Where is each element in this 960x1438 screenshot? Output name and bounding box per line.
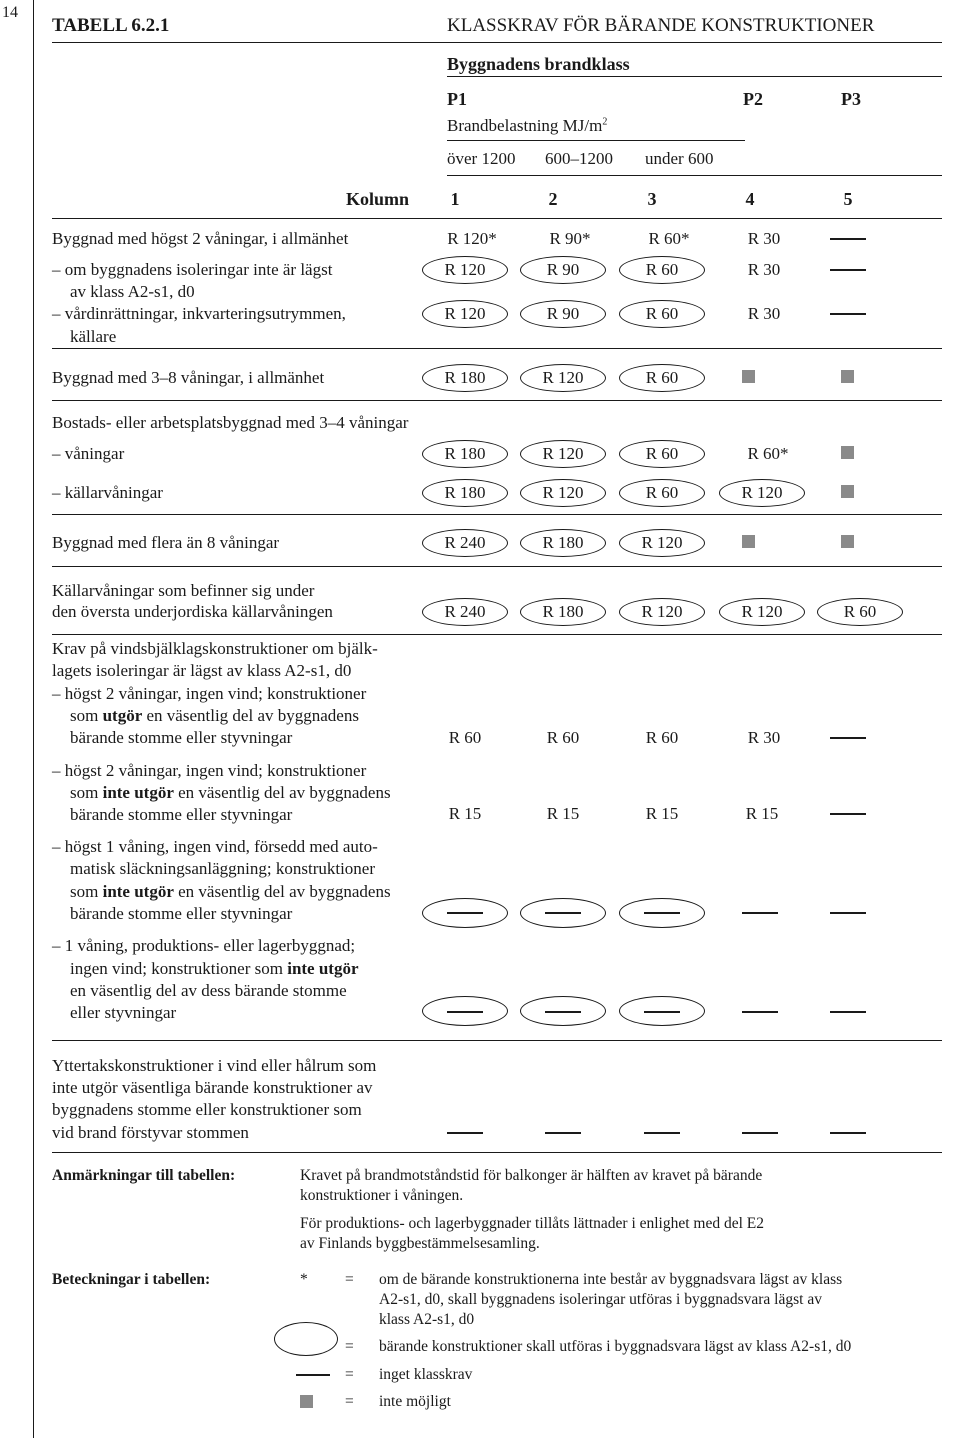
table-cell: R 60 — [645, 483, 679, 502]
no-requirement-dash — [830, 313, 866, 315]
load-range-2: 600–1200 — [545, 149, 613, 168]
row-label-cont: den översta underjordiska källarvåningen — [52, 602, 333, 621]
class-p2: P2 — [743, 89, 763, 109]
table-cell: R 120 — [641, 602, 683, 621]
no-requirement-dash — [545, 1132, 581, 1134]
row-label-cont: källare — [70, 327, 117, 346]
row-label-cont — [70, 705, 359, 726]
table-cell: R 180 — [542, 533, 584, 552]
no-requirement-dash — [644, 912, 680, 914]
note-text: Kravet på brandmotståndstid för balkonger är hälften av kravet på bärande — [300, 1167, 763, 1184]
text-span: som — [70, 882, 103, 901]
row-label-cont: inte utgör väsentliga bärande konstruktioner av — [52, 1078, 373, 1097]
table-cell: R 15 — [745, 804, 779, 823]
no-requirement-dash — [742, 1132, 778, 1134]
text-span: en väsentlig del av byggnadens — [173, 783, 391, 802]
table-cell: R 120* — [447, 229, 497, 248]
emphasis-text: inte utgör — [287, 959, 359, 978]
row-label-cont — [70, 881, 391, 902]
table-cell: R 120 — [542, 368, 584, 387]
row-label-cont: bärande stomme eller styvningar — [70, 904, 293, 923]
table-cell: R 120 — [444, 304, 486, 323]
legend-text: inte möjligt — [379, 1393, 451, 1410]
no-requirement-dash — [830, 737, 866, 739]
table-cell: R 120 — [444, 260, 486, 279]
table-cell: R 90 — [546, 260, 580, 279]
table-cell: R 60 — [645, 368, 679, 387]
table-cell: R 30 — [747, 229, 781, 248]
not-possible-square — [742, 370, 755, 383]
table-cell: R 60 — [645, 260, 679, 279]
row-label: Bostads- eller arbetsplatsbyggnad med 3–4 våningar — [52, 413, 409, 432]
legend-text: klass A2-s1, d0 — [379, 1311, 475, 1328]
column-number-2: 2 — [548, 189, 558, 209]
no-requirement-dash — [830, 813, 866, 815]
row-rule — [52, 634, 942, 635]
row-label: – våningar — [52, 444, 125, 463]
column-header-rule — [52, 218, 942, 219]
row-label: – högst 2 våningar, ingen vind; konstruktioner — [52, 761, 367, 780]
no-requirement-dash — [545, 1011, 581, 1013]
row-label: Byggnad med flera än 8 våningar — [52, 533, 280, 552]
table-cell: R 60 — [843, 602, 877, 621]
row-rule — [52, 566, 942, 567]
legend-equals: = — [345, 1271, 354, 1288]
text-span: som — [70, 783, 103, 802]
page-margin-line — [33, 0, 34, 1438]
row-label: Yttertakskonstruktioner i vind eller hålrum som — [52, 1056, 377, 1075]
row-label-cont: bärande stomme eller styvningar — [70, 805, 293, 824]
page-number: 14 — [2, 4, 18, 21]
no-requirement-dash — [742, 912, 778, 914]
table-cell: R 15 — [645, 804, 679, 823]
not-possible-square — [841, 370, 854, 383]
load-range-3: under 600 — [645, 149, 714, 168]
class-p1: P1 — [447, 89, 467, 109]
table-cell: R 240 — [444, 602, 486, 621]
table-cell: R 240 — [444, 533, 486, 552]
no-requirement-dash — [830, 912, 866, 914]
table-cell: R 60 — [645, 304, 679, 323]
table-cell: R 90 — [546, 304, 580, 323]
row-label-cont — [70, 782, 391, 803]
row-label-cont: byggnadens stomme eller konstruktioner som — [52, 1100, 362, 1119]
brandbelastning-sup: 2 — [602, 116, 608, 128]
column-number-1: 1 — [450, 189, 460, 209]
table-cell: R 180 — [444, 444, 486, 463]
column-number-4: 4 — [745, 189, 755, 209]
legend-equals: = — [345, 1366, 354, 1383]
not-possible-square — [841, 535, 854, 548]
row-rule — [52, 514, 942, 515]
row-label-cont: en väsentlig del av dess bärande stomme — [70, 981, 347, 1000]
no-requirement-dash — [447, 1132, 483, 1134]
row-label: Krav på vindsbjälklagskonstruktioner om bjälk- — [52, 639, 378, 658]
table-cell: R 15 — [448, 804, 482, 823]
row-label: – vårdinrättningar, inkvarteringsutrymmen, — [52, 304, 346, 323]
kolumn-label: Kolumn — [346, 189, 410, 209]
emphasis-text: inte utgör — [102, 882, 174, 901]
table-cell: R 180 — [444, 368, 486, 387]
not-possible-square — [841, 446, 854, 459]
table-cell: R 60* — [747, 444, 789, 463]
not-possible-square — [841, 485, 854, 498]
text-span: som — [70, 706, 103, 725]
legend-text: A2-s1, d0, skall byggnadens isoleringar utföras i byggnadsvara lägst av — [379, 1291, 822, 1308]
table-cell: R 120 — [542, 444, 584, 463]
text-span: ingen vind; konstruktioner som — [70, 959, 288, 978]
legend-star-symbol: * — [300, 1271, 308, 1288]
brandbelastning-rule — [447, 140, 745, 141]
table-cell: R 180 — [444, 483, 486, 502]
table-cell: R 60* — [648, 229, 690, 248]
row-label-cont: vid brand förstyvar stommen — [52, 1123, 249, 1142]
legend-equals: = — [345, 1393, 354, 1410]
emphasis-text: inte utgör — [102, 783, 174, 802]
row-label-cont: matisk släckningsanläggning; konstruktioner — [70, 859, 376, 878]
brandklass-rule — [447, 76, 942, 77]
no-requirement-dash — [644, 1011, 680, 1013]
row-label: Byggnad med 3–8 våningar, i allmänhet — [52, 368, 325, 387]
table-id: TABELL 6.2.1 — [52, 15, 170, 36]
text-span: en väsentlig del av byggnadens — [142, 706, 359, 725]
row-label: – högst 2 våningar, ingen vind; konstruktioner — [52, 684, 367, 703]
row-label: Källarvåningar som befinner sig under — [52, 581, 315, 600]
not-possible-square — [742, 535, 755, 548]
table-cell: R 120 — [542, 483, 584, 502]
legend-text: inget klasskrav — [379, 1366, 473, 1383]
table-cell: R 60 — [645, 728, 679, 747]
legend-oval-symbol — [274, 1322, 338, 1356]
note-text: konstruktioner i våningen. — [300, 1187, 464, 1204]
brandklass-label: Byggnadens brandklass — [447, 54, 630, 74]
legend-square-symbol — [300, 1395, 313, 1408]
no-requirement-dash — [742, 1011, 778, 1013]
row-label-cont: eller styvningar — [70, 1003, 177, 1022]
table-cell: R 30 — [747, 304, 781, 323]
no-requirement-dash — [545, 912, 581, 914]
table-cell: R 120 — [741, 602, 783, 621]
row-rule — [52, 348, 942, 349]
row-label: – 1 våning, produktions- eller lagerbyggnad; — [52, 936, 356, 955]
table-cell: R 30 — [747, 260, 781, 279]
table-cell: R 30 — [747, 728, 781, 747]
row-label-cont: lagets isoleringar är lägst av klass A2-s1, d0 — [52, 661, 352, 680]
header-rule — [52, 42, 942, 43]
table-cell: R 60 — [645, 444, 679, 463]
row-label: – om byggnadens isoleringar inte är lägst — [52, 260, 333, 279]
no-requirement-dash — [830, 1132, 866, 1134]
emphasis-text: utgör — [102, 706, 143, 725]
no-requirement-dash — [447, 912, 483, 914]
row-label: – källarvåningar — [52, 483, 163, 502]
brandbelastning-label — [447, 115, 607, 136]
table-title: KLASSKRAV FÖR BÄRANDE KONSTRUKTIONER — [447, 15, 875, 36]
legend-equals: = — [345, 1338, 354, 1355]
table-cell: R 120 — [741, 483, 783, 502]
note-text: För produktions- och lagerbyggnader tillåts lättnader i enlighet med del E2 — [300, 1215, 765, 1232]
note-text: av Finlands byggbestämmelsesamling. — [300, 1235, 540, 1252]
column-number-5: 5 — [843, 189, 853, 209]
no-requirement-dash — [830, 238, 866, 240]
row-rule — [52, 400, 942, 401]
table-cell: R 60 — [546, 728, 580, 747]
table-cell: R 120 — [641, 533, 683, 552]
class-p3: P3 — [841, 89, 861, 109]
row-label: – högst 1 våning, ingen vind, försedd med auto- — [52, 837, 378, 856]
text-span: en väsentlig del av byggnadens — [173, 882, 391, 901]
table-cell: R 180 — [542, 602, 584, 621]
load-range-rule — [447, 175, 942, 176]
legend-label: Beteckningar i tabellen: — [52, 1271, 211, 1288]
notes-label: Anmärkningar till tabellen: — [52, 1167, 236, 1184]
table-bottom-rule — [52, 1152, 942, 1153]
row-label-cont: bärande stomme eller styvningar — [70, 728, 293, 747]
row-label-cont — [70, 958, 359, 979]
row-label-cont: av klass A2-s1, d0 — [70, 282, 195, 301]
legend-dash-symbol — [296, 1374, 330, 1376]
row-rule — [52, 1040, 942, 1041]
no-requirement-dash — [447, 1011, 483, 1013]
legend-text: om de bärande konstruktionerna inte består av byggnadsvara lägst av klass — [379, 1271, 843, 1288]
table-cell: R 90* — [549, 229, 591, 248]
row-label: Byggnad med högst 2 våningar, i allmänhet — [52, 229, 349, 248]
brandbelastning-text: Brandbelastning MJ/m — [447, 116, 603, 135]
column-number-3: 3 — [647, 189, 657, 209]
no-requirement-dash — [830, 269, 866, 271]
table-cell: R 60 — [448, 728, 482, 747]
no-requirement-dash — [830, 1011, 866, 1013]
legend-text: bärande konstruktioner skall utföras i byggnadsvara lägst av klass A2-s1, d0 — [379, 1338, 852, 1355]
load-range-1: över 1200 — [447, 149, 516, 168]
no-requirement-dash — [644, 1132, 680, 1134]
table-cell: R 15 — [546, 804, 580, 823]
